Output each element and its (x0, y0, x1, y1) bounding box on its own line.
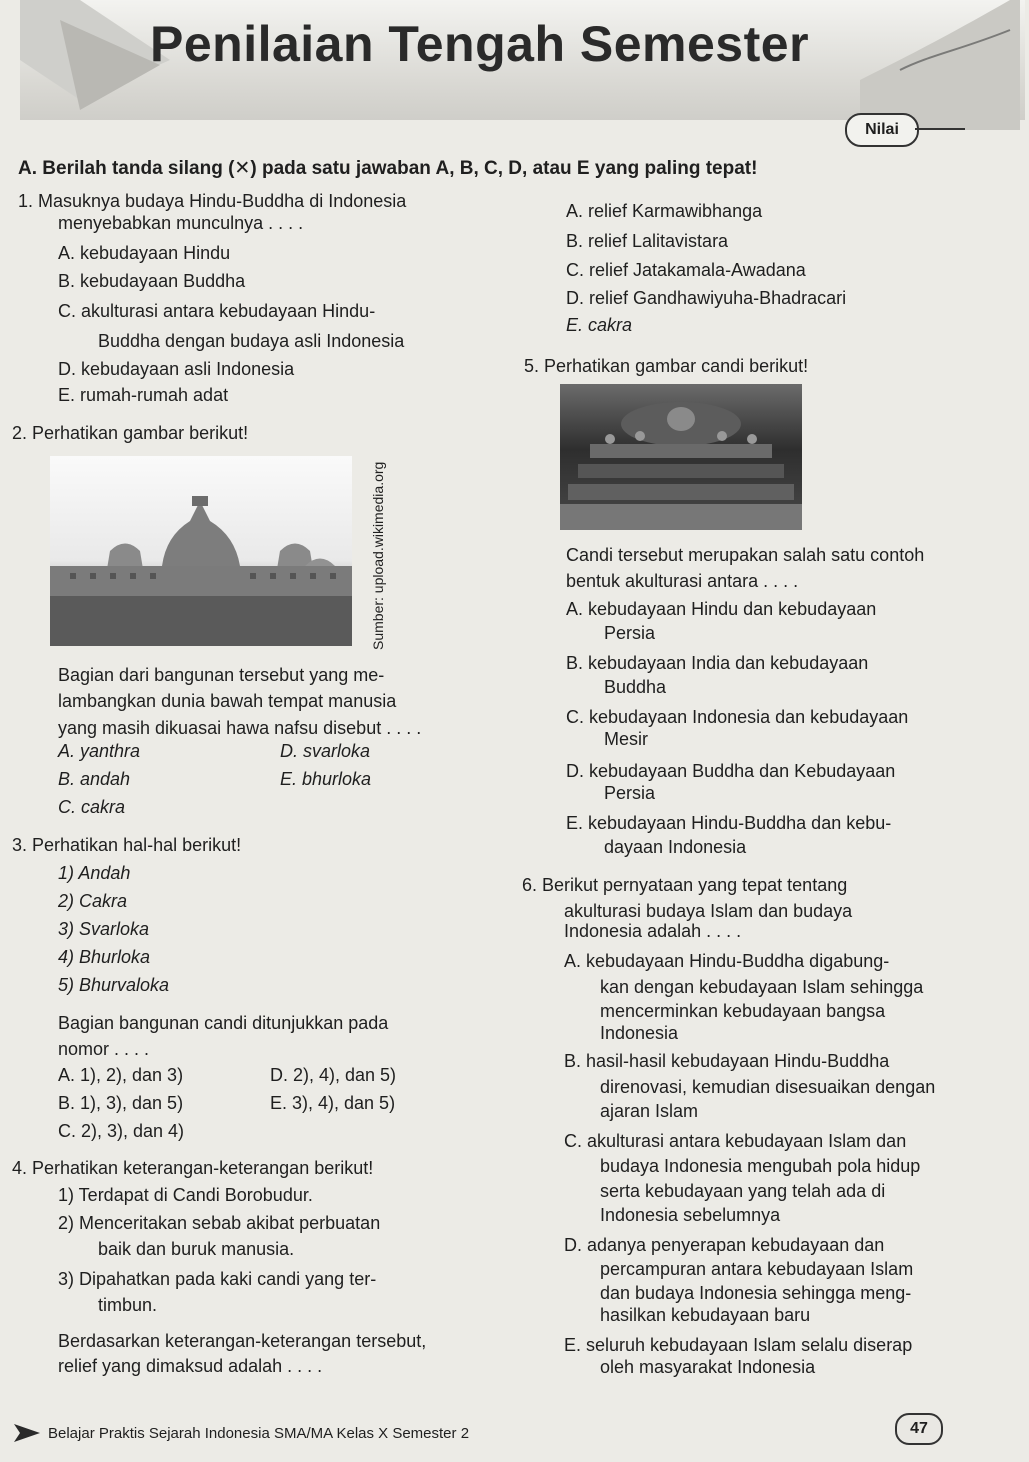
q5-option-e[interactable]: E. kebudayaan Hindu-Buddha dan kebu- (566, 813, 892, 833)
q6-option-c-2: budaya Indonesia mengubah pola hidup (600, 1156, 921, 1176)
q5-option-d-cont: Persia (604, 783, 656, 803)
question-2-text: Bagian dari bangunan tersebut yang me- (58, 665, 385, 685)
score-box[interactable]: Nilai (845, 113, 919, 147)
q6-option-c[interactable]: C. akulturasi antara kebudayaan Islam dan (564, 1131, 907, 1151)
question-1-text: menyebabkan munculnya . . . . (58, 213, 304, 233)
question-5-text-2: bentuk akulturasi antara . . . . (566, 571, 799, 591)
candi-illustration (560, 384, 802, 530)
q5-option-c-cont: Mesir (604, 729, 648, 749)
q6-option-a-3: mencerminkan kebudayaan bangsa (600, 1001, 886, 1021)
question-4-text: Berdasarkan keterangan-keterangan tersebut, (58, 1331, 427, 1351)
question-6-text-2: akulturasi budaya Islam dan budaya (564, 901, 853, 921)
q4-option-e[interactable]: E. cakra (566, 315, 633, 335)
question-3-text: Bagian bangunan candi ditunjukkan pada (58, 1013, 389, 1033)
q6-option-a-4: Indonesia (600, 1023, 679, 1043)
question-6: 6. Berikut pernyataan yang tepat tentang (522, 875, 848, 895)
q4-option-d[interactable]: D. relief Gandhawiyuha-Bhadracari (566, 288, 847, 308)
question-5: 5. Perhatikan gambar candi berikut! (524, 356, 809, 376)
q1-option-d[interactable]: D. kebudayaan asli Indonesia (58, 359, 295, 379)
q2-option-c[interactable]: C. cakra (58, 797, 126, 817)
q2-option-a[interactable]: A. yanthra (58, 741, 141, 761)
q4-option-b[interactable]: B. relief Lalitavistara (566, 231, 729, 251)
q6-option-b[interactable]: B. hasil-hasil kebudayaan Hindu-Buddha (564, 1051, 890, 1071)
q2-option-b[interactable]: B. andah (58, 769, 131, 789)
question-5-text: Candi tersebut merupakan salah satu contoh (566, 545, 925, 565)
q5-option-c[interactable]: C. kebudayaan Indonesia dan kebudayaan (566, 707, 909, 727)
q6-option-b-2: direnovasi, kemudian disesuaikan dengan (600, 1077, 936, 1097)
q5-option-b-cont: Buddha (604, 677, 667, 697)
q1-option-c-cont: Buddha dengan budaya asli Indonesia (98, 331, 405, 351)
q4-item-3: 3) Dipahatkan pada kaki candi yang ter- (58, 1269, 377, 1289)
q1-option-a[interactable]: A. kebudayaan Hindu (58, 243, 231, 263)
footer-book-title: Belajar Praktis Sejarah Indonesia SMA/MA Kelas X Semester 2 (48, 1425, 470, 1442)
question-2-text-2: lambangkan dunia bawah tempat manusia (58, 691, 397, 711)
q4-item-3-cont: timbun. (98, 1295, 158, 1315)
q3-option-e[interactable]: E. 3), 4), dan 5) (270, 1093, 396, 1113)
question-2-text-3: yang masih dikuasai hawa nafsu disebut . . . . (58, 718, 422, 738)
q1-option-b[interactable]: B. kebudayaan Buddha (58, 271, 246, 291)
q2-option-d[interactable]: D. svarloka (280, 741, 371, 761)
q6-option-a[interactable]: A. kebudayaan Hindu-Buddha digabung- (564, 951, 890, 971)
q6-option-c-4: Indonesia sebelumnya (600, 1205, 781, 1225)
q4-option-a[interactable]: A. relief Karmawibhanga (566, 201, 763, 221)
q6-option-d-4: hasilkan kebudayaan baru (600, 1305, 811, 1325)
q4-option-c[interactable]: C. relief Jatakamala-Awadana (566, 260, 806, 280)
q3-option-a[interactable]: A. 1), 2), dan 3) (58, 1065, 184, 1085)
footer-arrow-icon (14, 1424, 40, 1442)
q6-option-e-2: oleh masyarakat Indonesia (600, 1357, 816, 1377)
page-number: 47 (895, 1413, 943, 1445)
q5-option-b[interactable]: B. kebudayaan India dan kebudayaan (566, 653, 869, 673)
q1-option-e[interactable]: E. rumah-rumah adat (58, 385, 229, 405)
q3-item-1: 1) Andah (58, 863, 131, 883)
q3-item-4: 4) Bhurloka (58, 947, 151, 967)
q6-option-b-3: ajaran Islam (600, 1101, 699, 1121)
question-4: 4. Perhatikan keterangan-keterangan berikut! (12, 1158, 374, 1178)
q6-option-d-2: percampuran antara kebudayaan Islam (600, 1259, 914, 1279)
q3-option-c[interactable]: C. 2), 3), dan 4) (58, 1121, 185, 1141)
q3-item-2: 2) Cakra (58, 891, 128, 911)
page-title: Penilaian Tengah Semester (150, 16, 810, 72)
score-line (915, 128, 965, 130)
banner-wave-decoration (860, 0, 1020, 130)
q5-option-a-cont: Persia (604, 623, 656, 643)
image-credit: Sumber: upload.wikimedia.org (370, 461, 386, 650)
question-3-text-2: nomor . . . . (58, 1039, 150, 1059)
q6-option-c-3: serta kebudayaan yang telah ada di (600, 1181, 886, 1201)
instruction: A. Berilah tanda silang (✕) pada satu jawaban A, B, C, D, atau E yang paling tepat! (18, 158, 758, 179)
q5-option-a[interactable]: A. kebudayaan Hindu dan kebudayaan (566, 599, 877, 619)
candi-photo (560, 384, 802, 530)
question-6-text-3: Indonesia adalah . . . . (564, 921, 742, 941)
q6-option-e[interactable]: E. seluruh kebudayaan Islam selalu diserap (564, 1335, 913, 1355)
q4-item-2-cont: baik dan buruk manusia. (98, 1239, 295, 1259)
question-3: 3. Perhatikan hal-hal berikut! (12, 835, 242, 855)
q2-option-e[interactable]: E. bhurloka (280, 769, 372, 789)
q3-item-5: 5) Bhurvaloka (58, 975, 170, 995)
q5-option-e-cont: dayaan Indonesia (604, 837, 747, 857)
q6-option-d-3: dan budaya Indonesia sehingga meng- (600, 1283, 912, 1303)
q5-option-d[interactable]: D. kebudayaan Buddha dan Kebudayaan (566, 761, 896, 781)
borobudur-stupa-photo (50, 456, 352, 646)
q6-option-a-2: kan dengan kebudayaan Islam sehingga (600, 977, 924, 997)
question-2: 2. Perhatikan gambar berikut! (12, 423, 249, 443)
question-4-text-2: relief yang dimaksud adalah . . . . (58, 1356, 323, 1376)
q4-item-2: 2) Menceritakan sebab akibat perbuatan (58, 1213, 381, 1233)
q3-option-b[interactable]: B. 1), 3), dan 5) (58, 1093, 184, 1113)
q3-option-d[interactable]: D. 2), 4), dan 5) (270, 1065, 397, 1085)
q4-item-1: 1) Terdapat di Candi Borobudur. (58, 1185, 313, 1205)
stupa-illustration (50, 456, 352, 646)
q3-item-3: 3) Svarloka (58, 919, 150, 939)
q6-option-d[interactable]: D. adanya penyerapan kebudayaan dan (564, 1235, 885, 1255)
q1-option-c[interactable]: C. akulturasi antara kebudayaan Hindu- (58, 301, 376, 321)
question-1: 1. Masuknya budaya Hindu-Buddha di Indonesia (18, 191, 407, 211)
